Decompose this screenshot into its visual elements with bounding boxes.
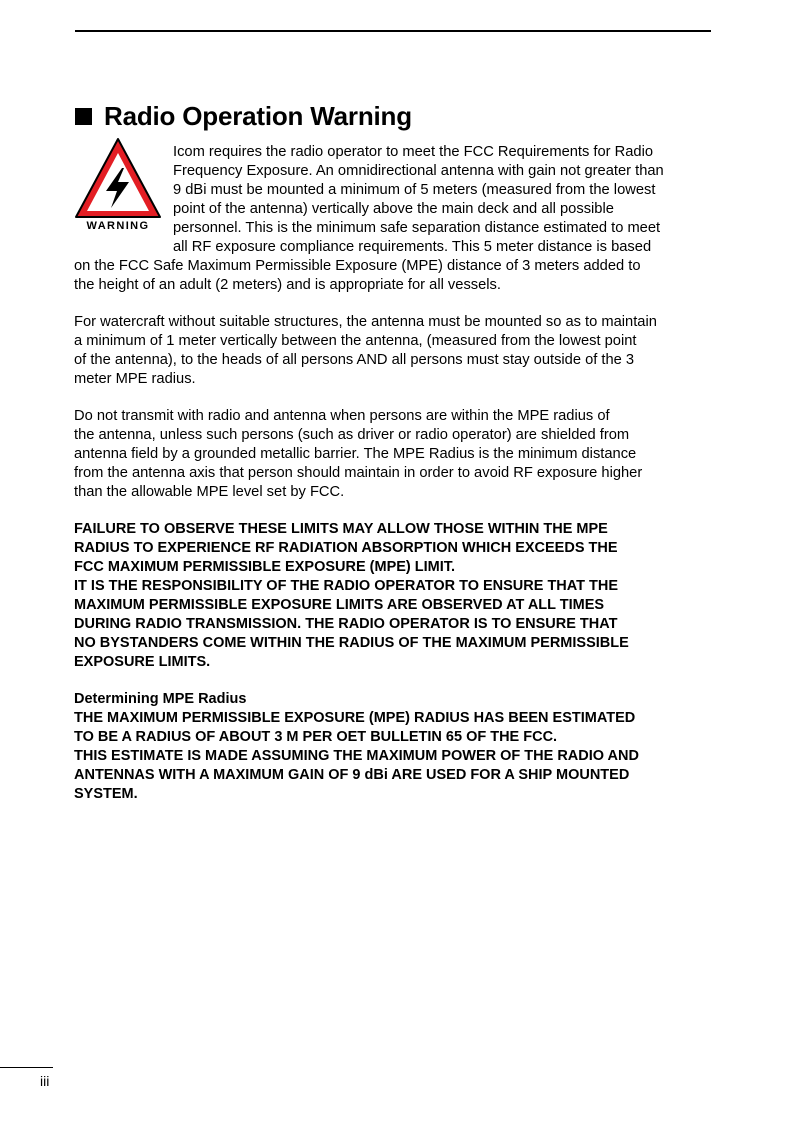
para2-line: of the antenna), to the heads of all persons AND all persons must stay outside of the 3 <box>74 352 635 368</box>
para5-line: THE MAXIMUM PERMISSIBLE EXPOSURE (MPE) RADIUS HAS BEEN ESTIMATED <box>74 710 636 726</box>
para1-line: on the FCC Safe Maximum Permissible Exposure (MPE) distance of 3 meters added to <box>74 258 641 274</box>
para2-line: a minimum of 1 meter vertically between the antenna, (measured from the lowest point <box>74 333 637 349</box>
para3-line: from the antenna axis that person should maintain in order to avoid RF exposure higher <box>74 465 643 481</box>
para4-line: EXPOSURE LIMITS. <box>74 654 211 670</box>
para4-line: FAILURE TO OBSERVE THESE LIMITS MAY ALLOW THOSE WITHIN THE MPE <box>74 521 608 537</box>
para1-line: 9 dBi must be mounted a minimum of 5 meters (measured from the lowest <box>173 182 656 198</box>
footer-rule <box>0 1067 53 1068</box>
para1-line: personnel. This is the minimum safe separation distance estimated to meet <box>173 220 661 236</box>
para3-line: Do not transmit with radio and antenna when persons are within the MPE radius of <box>74 408 610 424</box>
para1-line: all RF exposure compliance requirements. This 5 meter distance is based <box>173 239 652 255</box>
warning-icon <box>73 136 163 236</box>
para4-line: IT IS THE RESPONSIBILITY OF THE RADIO OPERATOR TO ENSURE THAT THE <box>74 578 619 594</box>
para5-line: ANTENNAS WITH A MAXIMUM GAIN OF 9 dBi ARE USED FOR A SHIP MOUNTED <box>74 767 630 783</box>
para1-line: the height of an adult (2 meters) and is appropriate for all vessels. <box>74 277 501 293</box>
para2-line: For watercraft without suitable structures, the antenna must be mounted so as to maintain <box>74 314 657 330</box>
para5-line: SYSTEM. <box>74 786 138 802</box>
para4-line: DURING RADIO TRANSMISSION. THE RADIO OPERATOR IS TO ENSURE THAT <box>74 616 618 632</box>
para1-line: Frequency Exposure. An omnidirectional antenna with gain not greater than <box>173 163 664 179</box>
para2-line: meter MPE radius. <box>74 371 196 387</box>
section-heading <box>75 101 412 132</box>
para1-line: Icom requires the radio operator to meet the FCC Requirements for Radio <box>173 144 654 160</box>
top-rule <box>75 30 711 32</box>
para4-line: RADIUS TO EXPERIENCE RF RADIATION ABSORPTION WHICH EXCEEDS THE <box>74 540 618 556</box>
para4-line: NO BYSTANDERS COME WITHIN THE RADIUS OF THE MAXIMUM PERMISSIBLE <box>74 635 629 651</box>
para3-line: antenna field by a grounded metallic barrier. The MPE Radius is the minimum distance <box>74 446 637 462</box>
para3-line: than the allowable MPE level set by FCC. <box>74 484 345 500</box>
para4-line: MAXIMUM PERMISSIBLE EXPOSURE LIMITS ARE OBSERVED AT ALL TIMES <box>74 597 605 613</box>
para1-line: point of the antenna) vertically above the main deck and all possible <box>173 201 614 217</box>
para3-line: the antenna, unless such persons (such as driver or radio operator) are shielded from <box>74 427 630 443</box>
para5-line: THIS ESTIMATE IS MADE ASSUMING THE MAXIMUM POWER OF THE RADIO AND <box>74 748 639 764</box>
subheading-mpe-radius: Determining MPE Radius <box>74 691 247 707</box>
high-voltage-icon <box>73 136 163 220</box>
para5-line: TO BE A RADIUS OF ABOUT 3 M PER OET BULLETIN 65 OF THE FCC. <box>74 729 558 745</box>
para4-line: FCC MAXIMUM PERMISSIBLE EXPOSURE (MPE) LIMIT. <box>74 559 456 575</box>
page-number: iii <box>40 1073 50 1089</box>
page-title: Radio Operation Warning <box>104 101 412 131</box>
heading-bullet-square <box>75 108 92 125</box>
warning-label: WARNING <box>86 220 150 232</box>
